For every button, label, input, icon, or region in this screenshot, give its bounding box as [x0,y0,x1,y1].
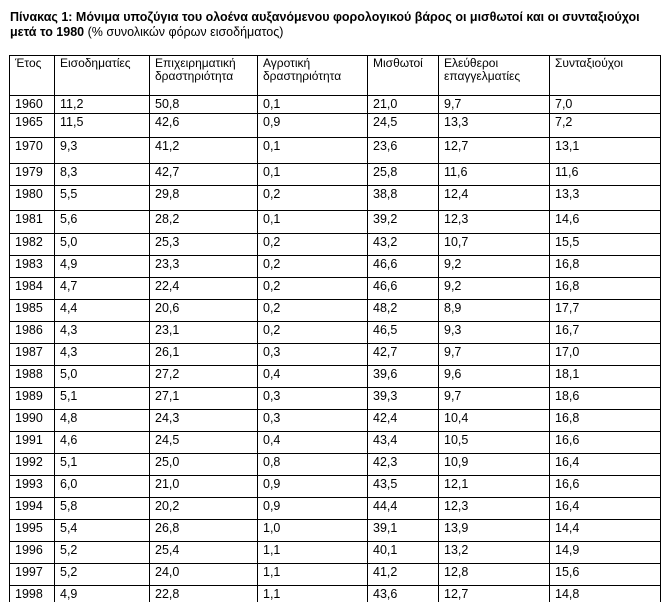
table-cell: 12,4 [439,186,550,211]
table-cell: 1997 [10,564,55,586]
table-cell: 0,9 [258,114,368,138]
table-cell: 42,3 [368,454,439,476]
table-cell: 1985 [10,300,55,322]
table-cell: 20,6 [150,300,258,322]
table-cell: 5,0 [55,234,150,256]
table-cell: 46,5 [368,322,439,344]
table-row [10,498,661,520]
table-cell: 13,9 [439,520,550,542]
table-cell: 4,6 [55,432,150,454]
table-cell: 15,6 [550,564,661,586]
table-cell: 16,8 [550,410,661,432]
table-row [10,542,661,564]
table-row [10,586,661,602]
table-cell: 38,8 [368,186,439,211]
table-cell: 1991 [10,432,55,454]
table-cell: 1983 [10,256,55,278]
table-cell: 1992 [10,454,55,476]
table-cell: 0,4 [258,432,368,454]
table-cell: 16,4 [550,498,661,520]
table-cell: 1989 [10,388,55,410]
table-row [10,322,661,344]
table-cell: 11,6 [439,164,550,186]
table-cell: 12,3 [439,498,550,520]
table-cell: 16,8 [550,278,661,300]
table-cell: 12,8 [439,564,550,586]
table-row [10,138,661,164]
table-cell: 14,8 [550,586,661,602]
table-cell: 27,2 [150,366,258,388]
table-cell: 1965 [10,114,55,138]
table-cell: 21,0 [368,96,439,114]
table-cell: 0,2 [258,322,368,344]
table-cell: 0,2 [258,256,368,278]
table-cell: 1993 [10,476,55,498]
table-cell: 42,7 [150,164,258,186]
table-cell: 16,6 [550,432,661,454]
table-cell: 1979 [10,164,55,186]
table-cell: 7,2 [550,114,661,138]
table-cell: 11,6 [550,164,661,186]
table-cell: 26,1 [150,344,258,366]
table-cell: 18,1 [550,366,661,388]
table-cell: 11,5 [55,114,150,138]
table-cell: 18,6 [550,388,661,410]
table-cell: 0,1 [258,96,368,114]
table-cell: 9,2 [439,256,550,278]
table-cell: 13,3 [439,114,550,138]
table-cell: 39,1 [368,520,439,542]
table-cell: 1,1 [258,586,368,602]
table-cell: 0,3 [258,388,368,410]
table-cell: 1960 [10,96,55,114]
table-cell: 24,0 [150,564,258,586]
table-cell: 4,7 [55,278,150,300]
table-cell: 10,7 [439,234,550,256]
table-cell: 0,3 [258,410,368,432]
table-cell: 23,1 [150,322,258,344]
table-cell: 14,4 [550,520,661,542]
table-cell: 24,3 [150,410,258,432]
table-cell: 0,9 [258,476,368,498]
column-header: Έτος [10,56,55,96]
caption-title: Πίνακας 1: Μόνιμα υποζύγια του ολοένα αυξανόμενου φορολογικού βάρος οι μισθωτοί και οι συνταξιούχοι μετά το 1980 [10,10,640,39]
table-cell: 42,7 [368,344,439,366]
table-cell: 48,2 [368,300,439,322]
table-cell: 25,3 [150,234,258,256]
table-cell: 23,3 [150,256,258,278]
table-cell: 39,3 [368,388,439,410]
table-row [10,520,661,542]
table-cell: 43,6 [368,586,439,602]
table-cell: 0,2 [258,300,368,322]
table-row [10,476,661,498]
table-cell: 1,1 [258,564,368,586]
table-cell: 29,8 [150,186,258,211]
table-cell: 0,4 [258,366,368,388]
table-cell: 12,3 [439,211,550,234]
table-cell: 4,9 [55,256,150,278]
table-cell: 1,1 [258,542,368,564]
table-cell: 4,3 [55,344,150,366]
table-cell: 9,3 [55,138,150,164]
table-cell: 7,0 [550,96,661,114]
table-cell: 50,8 [150,96,258,114]
table-cell: 14,6 [550,211,661,234]
table-row [10,211,661,234]
table-cell: 4,8 [55,410,150,432]
table-cell: 12,7 [439,586,550,602]
table-cell: 46,6 [368,256,439,278]
table-cell: 0,2 [258,186,368,211]
table-cell: 25,8 [368,164,439,186]
table-cell: 46,6 [368,278,439,300]
table-cell: 8,9 [439,300,550,322]
table-row [10,388,661,410]
table-cell: 0,3 [258,344,368,366]
tax-burden-table [9,55,661,602]
table-row [10,300,661,322]
column-header: Μισθωτοί [368,56,439,96]
table-cell: 20,2 [150,498,258,520]
table-cell: 1995 [10,520,55,542]
table-cell: 5,0 [55,366,150,388]
table-cell: 9,6 [439,366,550,388]
table-row [10,410,661,432]
table-cell: 27,1 [150,388,258,410]
table-row [10,234,661,256]
table-cell: 22,8 [150,586,258,602]
table-cell: 42,6 [150,114,258,138]
table-cell: 24,5 [150,432,258,454]
table-cell: 25,4 [150,542,258,564]
table-cell: 16,4 [550,454,661,476]
table-caption [10,10,660,40]
table-cell: 0,8 [258,454,368,476]
table-cell: 43,5 [368,476,439,498]
table-row [10,114,661,138]
table-cell: 5,1 [55,454,150,476]
table-cell: 5,5 [55,186,150,211]
table-cell: 5,2 [55,564,150,586]
table-cell: 8,3 [55,164,150,186]
table-cell: 12,7 [439,138,550,164]
table-container [9,55,664,602]
table-cell: 42,4 [368,410,439,432]
column-header: Εισοδηματίες [55,56,150,96]
table-cell: 13,3 [550,186,661,211]
table-cell: 0,1 [258,164,368,186]
table-cell: 16,6 [550,476,661,498]
table-cell: 0,9 [258,498,368,520]
table-cell: 9,2 [439,278,550,300]
table-cell: 22,4 [150,278,258,300]
table-row [10,164,661,186]
table-cell: 0,2 [258,278,368,300]
table-cell: 1,0 [258,520,368,542]
table-cell: 24,5 [368,114,439,138]
table-cell: 5,8 [55,498,150,520]
table-cell: 1987 [10,344,55,366]
table-cell: 1994 [10,498,55,520]
table-cell: 1990 [10,410,55,432]
table-cell: 14,9 [550,542,661,564]
table-row [10,278,661,300]
table-cell: 0,1 [258,138,368,164]
table-cell: 10,5 [439,432,550,454]
table-cell: 23,6 [368,138,439,164]
table-cell: 41,2 [150,138,258,164]
column-header: Ελεύθεροι επαγγελματίες [439,56,550,96]
table-row [10,256,661,278]
table-cell: 16,8 [550,256,661,278]
table-row [10,564,661,586]
table-cell: 5,6 [55,211,150,234]
table-cell: 1998 [10,586,55,602]
table-cell: 28,2 [150,211,258,234]
table-cell: 9,7 [439,388,550,410]
table-cell: 40,1 [368,542,439,564]
table-cell: 15,5 [550,234,661,256]
table-cell: 17,7 [550,300,661,322]
column-header: Συνταξιούχοι [550,56,661,96]
table-cell: 1984 [10,278,55,300]
table-cell: 39,2 [368,211,439,234]
table-cell: 26,8 [150,520,258,542]
table-cell: 1982 [10,234,55,256]
column-header: Επιχειρηματική δραστηριότητα [150,56,258,96]
table-cell: 16,7 [550,322,661,344]
table-cell: 4,3 [55,322,150,344]
table-cell: 1970 [10,138,55,164]
table-cell: 0,1 [258,211,368,234]
table-cell: 12,1 [439,476,550,498]
caption-unit: (% συνολικών φόρων εισοδήματος) [84,25,284,39]
table-body [10,96,661,602]
table-cell: 1996 [10,542,55,564]
table-cell: 41,2 [368,564,439,586]
table-cell: 10,9 [439,454,550,476]
table-row [10,96,661,114]
table-cell: 25,0 [150,454,258,476]
column-header: Αγροτική δραστηριότητα [258,56,368,96]
table-cell: 21,0 [150,476,258,498]
table-cell: 13,2 [439,542,550,564]
table-cell: 1988 [10,366,55,388]
table-cell: 0,2 [258,234,368,256]
table-cell: 9,7 [439,344,550,366]
table-cell: 13,1 [550,138,661,164]
table-header-row [10,56,661,96]
table-cell: 11,2 [55,96,150,114]
table-cell: 1980 [10,186,55,211]
table-row [10,454,661,476]
table-cell: 44,4 [368,498,439,520]
table-cell: 39,6 [368,366,439,388]
table-cell: 43,2 [368,234,439,256]
table-row [10,186,661,211]
table-cell: 5,4 [55,520,150,542]
table-cell: 5,1 [55,388,150,410]
table-cell: 5,2 [55,542,150,564]
table-cell: 10,4 [439,410,550,432]
table-cell: 1986 [10,322,55,344]
table-cell: 17,0 [550,344,661,366]
table-row [10,432,661,454]
table-cell: 4,4 [55,300,150,322]
table-cell: 1981 [10,211,55,234]
table-cell: 9,7 [439,96,550,114]
table-cell: 4,9 [55,586,150,602]
table-row [10,366,661,388]
table-row [10,344,661,366]
table-cell: 9,3 [439,322,550,344]
table-cell: 6,0 [55,476,150,498]
table-cell: 43,4 [368,432,439,454]
